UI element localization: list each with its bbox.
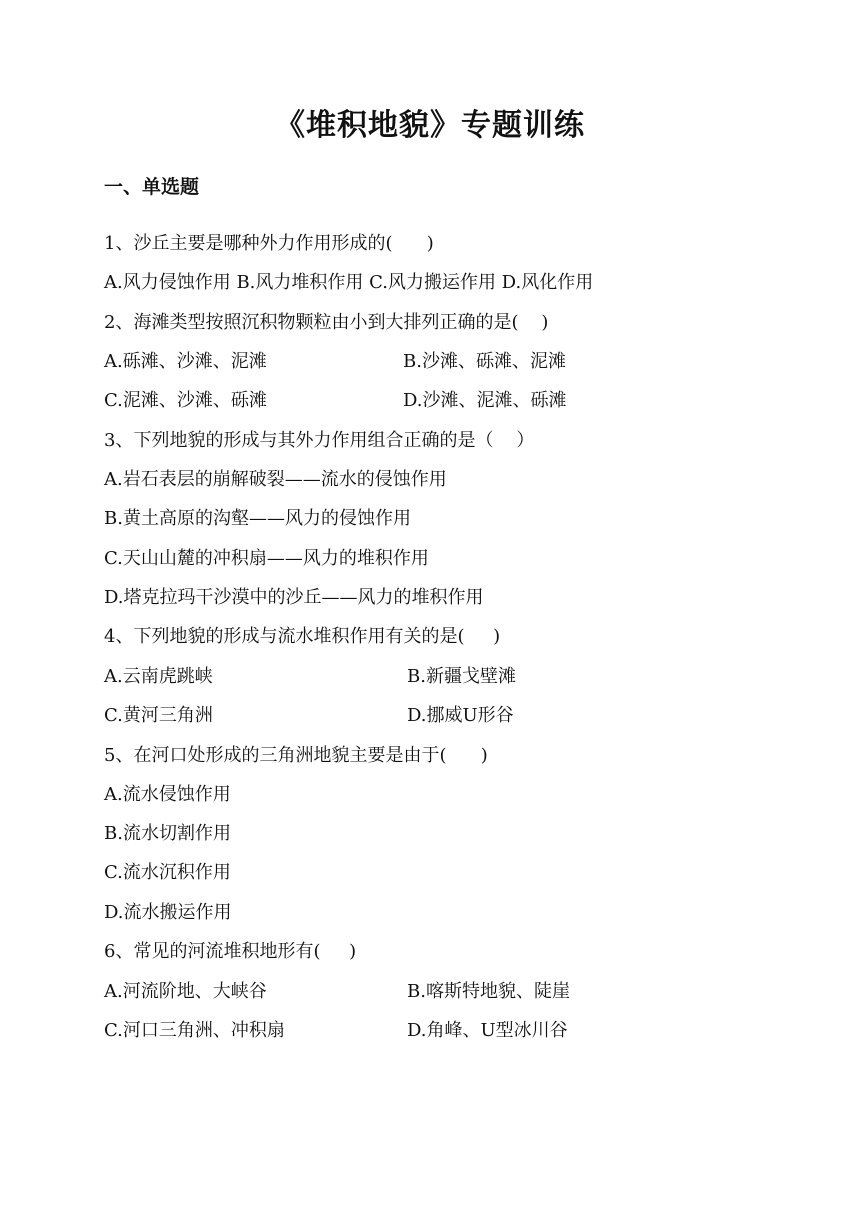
question-1-stem: 1、沙丘主要是哪种外力作用形成的( ) bbox=[104, 233, 434, 254]
question-5-option-c: C.流水沉积作用 bbox=[104, 862, 231, 883]
question-3-option-a: A.岩石表层的崩解破裂——流水的侵蚀作用 bbox=[104, 469, 447, 490]
question-5-option-a: A.流水侵蚀作用 bbox=[104, 784, 231, 805]
question-5-option-d: D.流水搬运作用 bbox=[104, 902, 232, 923]
question-6-option-b: B.喀斯特地貌、陡崖 bbox=[407, 981, 570, 1002]
question-2-option-a: A.砾滩、沙滩、泥滩 bbox=[104, 351, 267, 372]
question-3-stem: 3、下列地貌的形成与其外力作用组合正确的是（ ） bbox=[104, 430, 535, 451]
question-5-option-b: B.流水切割作用 bbox=[104, 823, 231, 844]
question-2-stem: 2、海滩类型按照沉积物颗粒由小到大排列正确的是( ) bbox=[104, 312, 549, 333]
question-2-option-b: B.沙滩、砾滩、泥滩 bbox=[403, 351, 566, 372]
section-heading: 一、单选题 bbox=[104, 176, 200, 198]
question-3-option-d: D.塔克拉玛干沙漠中的沙丘——风力的堆积作用 bbox=[104, 587, 484, 608]
question-3-option-b: B.黄土高原的沟壑——风力的侵蚀作用 bbox=[104, 508, 411, 529]
question-6-stem: 6、常见的河流堆积地形有( ) bbox=[104, 941, 357, 962]
question-4-option-c: C.黄河三角洲 bbox=[104, 705, 213, 726]
question-2-option-d: D.沙滩、泥滩、砾滩 bbox=[403, 390, 567, 411]
question-6-option-c: C.河口三角洲、冲积扇 bbox=[104, 1020, 285, 1041]
question-1-options: A.风力侵蚀作用 B.风力堆积作用 C.风力搬运作用 D.风化作用 bbox=[104, 272, 594, 293]
question-4-option-b: B.新疆戈壁滩 bbox=[407, 666, 516, 687]
question-5-stem: 5、在河口处形成的三角洲地貌主要是由于( ) bbox=[104, 745, 488, 766]
question-4-option-d: D.挪威U形谷 bbox=[407, 705, 514, 726]
question-2-option-c: C.泥滩、沙滩、砾滩 bbox=[104, 390, 267, 411]
question-4-stem: 4、下列地貌的形成与流水堆积作用有关的是( ) bbox=[104, 626, 501, 647]
question-6-option-a: A.河流阶地、大峡谷 bbox=[104, 981, 267, 1002]
question-4-option-a: A.云南虎跳峡 bbox=[104, 666, 213, 687]
question-6-option-d: D.角峰、U型冰川谷 bbox=[407, 1020, 568, 1041]
question-3-option-c: C.天山山麓的冲积扇——风力的堆积作用 bbox=[104, 548, 429, 569]
document-title: 《堆积地貌》专题训练 bbox=[275, 108, 585, 143]
